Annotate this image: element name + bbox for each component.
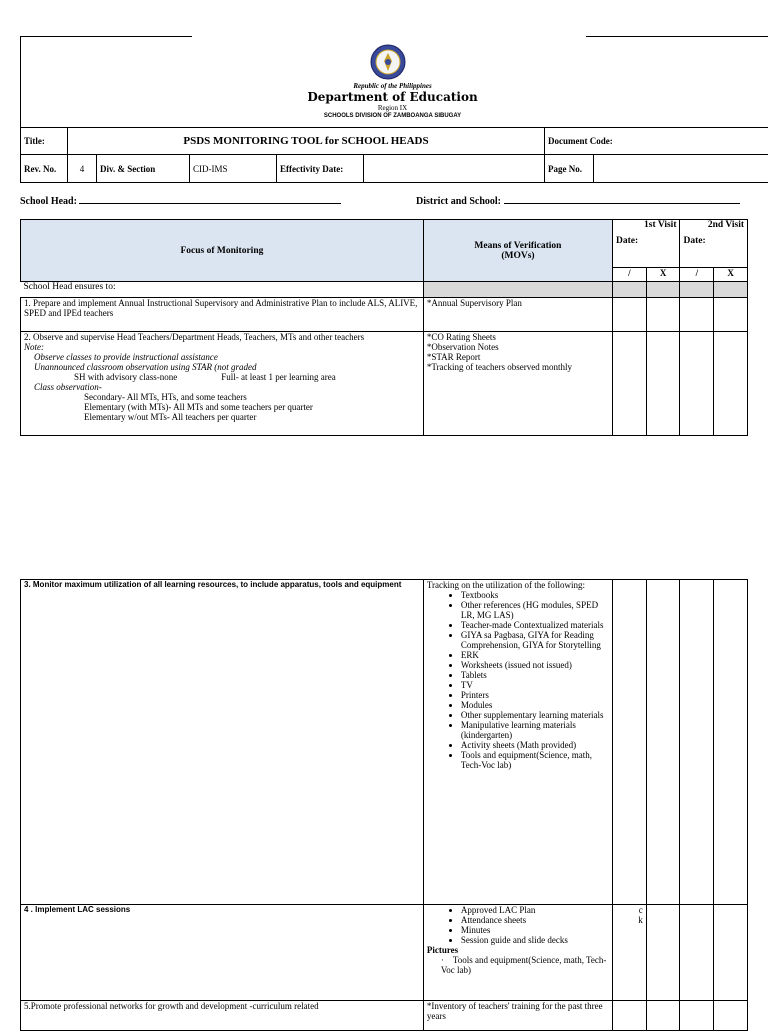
district-school-field[interactable] [416,194,740,207]
list-item: • Tools and equipment(Science, math, Tech-Voc lab) [461,750,609,770]
row5-v1-cross[interactable] [646,1001,680,1031]
list-item: • GIYA sa Pagbasa, GIYA for Reading Comprehension, GIYA for Storytelling [461,630,609,650]
row2-v2-cross[interactable] [714,332,748,436]
document-title: PSDS MONITORING TOOL for SCHOOL HEADS [68,128,545,155]
row5-v2-check[interactable] [680,1001,714,1031]
row3-v1-cross[interactable] [646,580,680,905]
row4-v1-check[interactable] [613,905,647,1001]
row4-lac-list [427,905,609,945]
list-item: • Tablets [461,670,609,680]
school-head-label: School Head: [20,196,77,207]
effectivity-value [364,155,545,183]
visit1-cross-header: X [646,268,680,282]
list-item: • Attendance sheets [461,915,609,925]
row4-pictures-label: Pictures [427,945,609,955]
row2-note-1: Observe classes to provide instructional assistance [24,352,420,362]
row2-note-5: Secondary- All MTs, HTs, and some teachers [24,392,420,402]
list-item: • ERK [461,650,609,660]
focus-header: Focus of Monitoring [21,220,424,282]
list-item: • Minutes [461,925,609,935]
list-item: • Worksheets (issued not issued) [461,660,609,670]
row4-v2-cross[interactable] [714,905,748,1001]
list-item: • Printers [461,690,609,700]
row3-mov [423,580,612,905]
row4-v2-check[interactable] [680,905,714,1001]
div-section-label: Div. & Section [97,155,190,183]
list-item: • Other supplementary learning materials [461,710,609,720]
row2-v1-check[interactable] [613,332,647,436]
row2-note: Note: [24,342,420,352]
row1-v1-check[interactable] [613,298,647,332]
row2-mov-2: *Observation Notes [427,342,609,352]
row5-v1-check[interactable] [613,1001,647,1031]
row1-mov: *Annual Supervisory Plan [423,298,612,332]
visit2-label: 2nd Visit [683,220,744,230]
row2-note-3a: SH with advisory class-none [74,372,177,382]
visit2-cross-header: X [714,268,748,282]
row2-mov [423,332,612,436]
row2-focus-text: 2. Observe and supervise Head Teachers/Department Heads, Teachers, MTs and other teachers [24,332,420,342]
row2-mov-4: *Tracking of teachers observed monthly [427,362,609,372]
mov-header [423,220,612,282]
list-item: • TV [461,680,609,690]
row3-v2-cross[interactable] [714,580,748,905]
republic-text: Republic of the Philippines [200,82,585,91]
deped-seal-icon [370,44,406,80]
row2-note-3b: Full- at least 1 per learning area [221,372,335,382]
row3-resource-list [427,590,609,770]
row3-focus: 3. Monitor maximum utilization of all learning resources, to include apparatus, tools and equipment [21,580,424,905]
row2-v2-check[interactable] [680,332,714,436]
mov-header-line2: (MOVs) [427,251,609,261]
list-item: • Teacher-made Contextualized materials [461,620,609,630]
row2-v1-cross[interactable] [646,332,680,436]
visit1-date-label: Date: [616,236,676,246]
visit2-header [680,220,748,268]
row2-note-4: Class observation- [24,382,420,392]
rev-value: 4 [68,155,97,183]
row4-mark-2: k [616,915,643,925]
title-label: Title: [21,128,68,155]
effectivity-label: Effectivity Date: [277,155,364,183]
row1-v2-cross[interactable] [714,298,748,332]
row3-v2-check[interactable] [680,580,714,905]
visit1-check-header: / [613,268,647,282]
visit2-check-header: / [680,268,714,282]
row5-focus: 5.Promote professional networks for growth and development -curriculum related [21,1001,424,1031]
row5-v2-cross[interactable] [714,1001,748,1031]
row1-v1-cross[interactable] [646,298,680,332]
row2-note-6: Elementary (with MTs)- All MTs and some teachers per quarter [24,402,420,412]
row2-note-2: Unannounced classroom observation using STAR (not graded [24,362,420,372]
document-code-label: Document Code: [545,128,768,155]
row3-mov-intro: Tracking on the utilization of the following: [427,580,609,590]
visit1-header [613,220,680,268]
row4-extra-item: Tools and equipment(Science, math, Tech-Voc lab) [441,955,607,975]
monitoring-table-continued [20,579,748,1031]
list-item: • Manipulative learning materials (kindergarten) [461,720,609,740]
list-item: • Textbooks [461,590,609,600]
row4-mark-1: c [616,905,643,915]
row3-v1-check[interactable] [613,580,647,905]
row4-focus: 4 . Implement LAC sessions [21,905,424,1001]
row2-note-7: Elementary w/out MTs- All teachers per quarter [24,412,420,422]
row2-mov-3: *STAR Report [427,352,609,362]
department-name: Department of Education [200,91,585,104]
monitoring-table [20,219,748,436]
rev-label: Rev. No. [21,155,68,183]
page-no-value [594,155,768,183]
region-text: Region IX [200,104,585,112]
row4-mov [423,905,612,1001]
division-text: SCHOOLS DIVISION OF ZAMBOANGA SIBUGAY [200,112,585,120]
list-item: • Other references (HG modules, SPED LR, MG LAS) [461,600,609,620]
school-head-field[interactable] [20,194,341,207]
visit1-label: 1st Visit [616,220,676,230]
row2-mov-1: *CO Rating Sheets [427,332,609,342]
list-item: • Approved LAC Plan [461,905,609,915]
row1-focus: 1. Prepare and implement Annual Instructional Supervisory and Administrative Plan to include ALS, ALIVE, SPED and IPEd teachers [21,298,424,332]
row4-extra-list [427,955,609,975]
row4-v1-cross[interactable] [646,905,680,1001]
list-item: • Session guide and slide decks [461,935,609,945]
page-no-label: Page No. [545,155,594,183]
row2-focus [21,332,424,436]
list-item: • Activity sheets (Math provided) [461,740,609,750]
div-section-value: CID-IMS [190,155,277,183]
district-school-label: District and School: [416,196,501,207]
document-header-table [20,127,768,183]
row1-v2-check[interactable] [680,298,714,332]
intro-row: School Head ensures to: [21,282,424,298]
list-item: • Modules [461,700,609,710]
row5-mov: *Inventory of teachers' training for the past three years [423,1001,612,1031]
list-item: · Tools and equipment(Science, math, Tech-Voc lab) [441,955,609,975]
mov-header-line1: Means of Verification [427,241,609,251]
visit2-date-label: Date: [683,236,744,246]
